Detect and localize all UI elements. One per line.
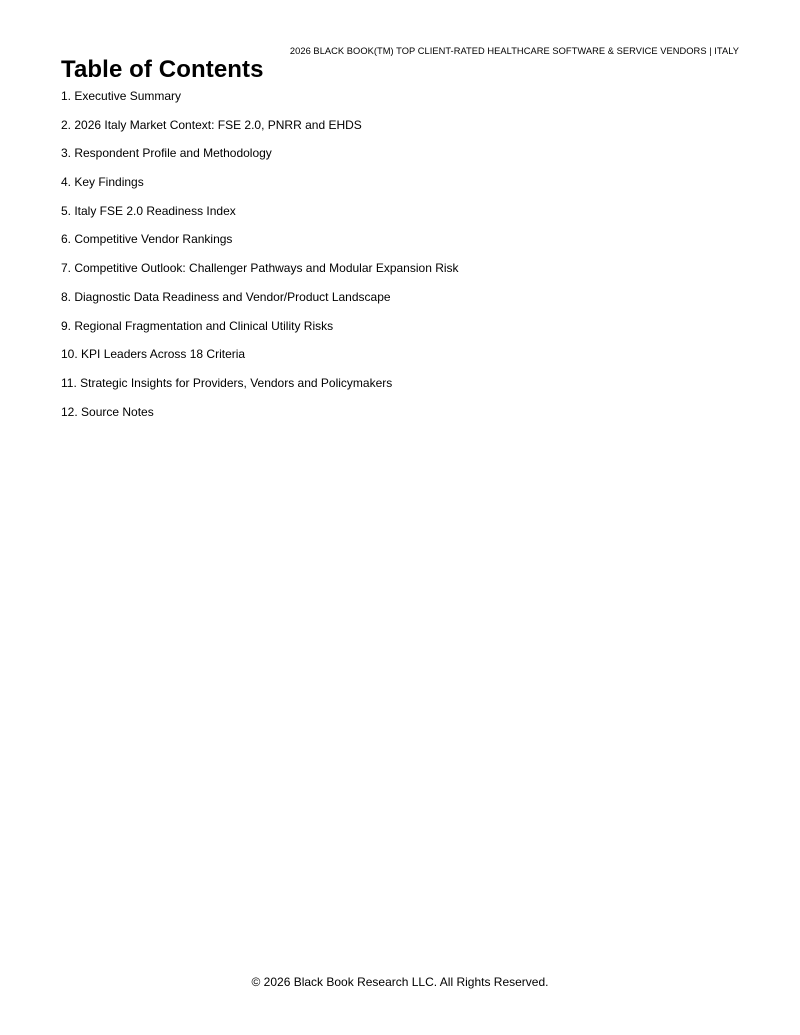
toc-item-competitive-outlook[interactable]: 7. Competitive Outlook: Challenger Pathways and Modular Expansion Risk xyxy=(61,261,459,276)
toc-item-source-notes[interactable]: 12. Source Notes xyxy=(61,404,154,419)
toc-item-kpi-leaders[interactable]: 10. KPI Leaders Across 18 Criteria xyxy=(61,347,246,362)
toc-item-diagnostic-data[interactable]: 8. Diagnostic Data Readiness and Vendor/Product Landscape xyxy=(61,289,391,304)
toc-item-respondent-profile[interactable]: 3. Respondent Profile and Methodology xyxy=(61,146,272,161)
toc-item-readiness-index[interactable]: 5. Italy FSE 2.0 Readiness Index xyxy=(61,203,236,218)
toc-item-key-findings[interactable]: 4. Key Findings xyxy=(61,175,144,190)
toc-item-vendor-rankings[interactable]: 6. Competitive Vendor Rankings xyxy=(61,232,233,247)
toc-item-strategic-insights[interactable]: 11. Strategic Insights for Providers, Vendors and Policymakers xyxy=(61,375,393,390)
toc-item-market-context[interactable]: 2. 2026 Italy Market Context: FSE 2.0, PNRR and EHDS xyxy=(61,117,362,132)
toc-item-executive-summary[interactable]: 1. Executive Summary xyxy=(61,89,182,103)
copyright-footer: © 2026 Black Book Research LLC. All Rights Reserved. xyxy=(251,975,549,989)
running-header: 2026 BLACK BOOK(TM) TOP CLIENT-RATED HEALTHCARE SOFTWARE & SERVICE VENDORS | ITALY xyxy=(289,46,739,56)
table-of-contents xyxy=(61,89,459,433)
toc-item-regional-fragmentation[interactable]: 9. Regional Fragmentation and Clinical Utility Risks xyxy=(61,318,334,333)
page-title: Table of Contents xyxy=(61,56,264,83)
